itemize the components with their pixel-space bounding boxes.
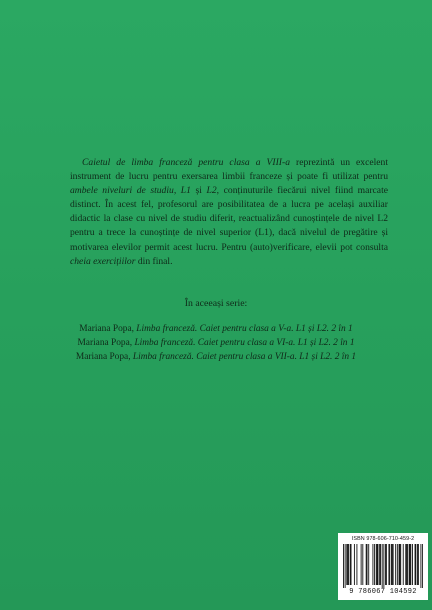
barcode-bar [415,544,416,585]
barcode-bar [348,544,349,585]
barcode-bar [356,544,357,585]
barcode-bar [412,544,413,585]
barcode-bar [347,544,348,585]
study-levels: ambele niveluri de studiu, L1 [70,185,191,197]
barcode-bar [366,544,367,585]
barcode-bar [372,544,373,585]
series-author: Mariana Popa, [79,324,137,334]
book-title: Caietul de limba franceză pentru clasa a VIII-a [82,157,290,168]
barcode-bar [400,544,401,585]
barcode-bar [418,544,419,585]
barcode-bar [399,544,400,585]
barcode-bar [343,544,344,588]
barcode-bar [351,544,352,585]
barcode-bar [417,544,418,585]
description-text-3: , conținuturile fiecărui nivel fiind marcate distinct. În acest fel, profesorul are posibilitatea de a lucra pe același auxiliar didactic la clase cu nivel de studiu diferit, reactualizând cunoștințele de nivel L2 pentru a trece la cunoștințe de nivel superior (L1), dacă nivelul de pregătire și motivarea elevilor permit acest lucru. Pentru (auto)verificare, elevii pot consulta [70,185,388,253]
series-title: Limba franceză. Caiet pentru clasa a VI-a. L1 și L2. 2 în 1 [134,338,355,349]
series-title: Limba franceză. Caiet pentru clasa a VII-a. L1 și L2. 2 în 1 [132,352,357,363]
barcode-bar [422,544,423,588]
answer-key: cheia exercițiilor [70,255,136,267]
isbn-barcode [338,533,428,600]
barcode-bar [406,544,407,585]
series-author: Mariana Popa, [77,338,135,349]
barcode-bar [393,544,394,585]
barcode-bar [383,544,384,588]
barcode-bar [388,544,389,585]
barcode-bar [420,544,421,588]
barcode-bar [403,544,404,585]
isbn-label: ISBN 978-606-710-459-2 [351,536,415,542]
description-text-4: din final. [135,255,173,267]
barcode-bar [385,544,386,585]
barcode-bar [392,544,393,585]
barcode-bar [407,544,408,585]
barcode-bar [397,544,398,585]
barcode-bar [386,544,387,585]
description-paragraph [70,156,388,269]
level-l2: L2 [206,185,217,197]
series-title: Limba franceză. Caiet pentru clasa a V-a. L1 și L2. 2 în 1 [136,324,353,334]
barcode-bar [368,544,369,585]
barcode-bar [415,544,416,585]
barcode-bar [391,544,392,585]
barcode-bar [378,544,379,585]
barcode-bar [395,544,396,585]
barcode-bar [367,544,368,585]
barcode-bar [354,544,355,585]
barcode-bar [410,544,411,585]
barcode-bar [389,544,390,585]
barcode-bar [382,544,383,588]
description-text-1: reprezintă un excelent instrument de lucru pentru exersarea limbii franceze și poate fi utilizat pentru [70,157,389,183]
series-heading: În aceeași serie: [184,298,248,309]
barcode-bar [345,544,346,588]
barcode-bar [350,544,351,585]
series-item [0,336,432,350]
barcode-bar [405,544,406,585]
barcode-bar [380,544,381,585]
barcode-bar [362,544,363,585]
barcode-bars [343,544,423,588]
series-list [0,322,432,365]
ean-digits: 9 786067 104592 [349,588,417,596]
barcode-bar [376,544,377,585]
series-author: Mariana Popa, [75,352,133,363]
barcode-bar [374,544,375,585]
description-text-2: și [190,185,207,197]
barcode-bar [399,544,400,585]
series-item [0,350,432,364]
barcode-bar [346,544,347,585]
series-item [0,322,432,336]
barcode-bar [409,544,410,585]
barcode-bar [361,544,362,585]
barcode-bar [377,544,378,585]
barcode-bar [410,544,411,585]
barcode-bar [379,544,380,585]
